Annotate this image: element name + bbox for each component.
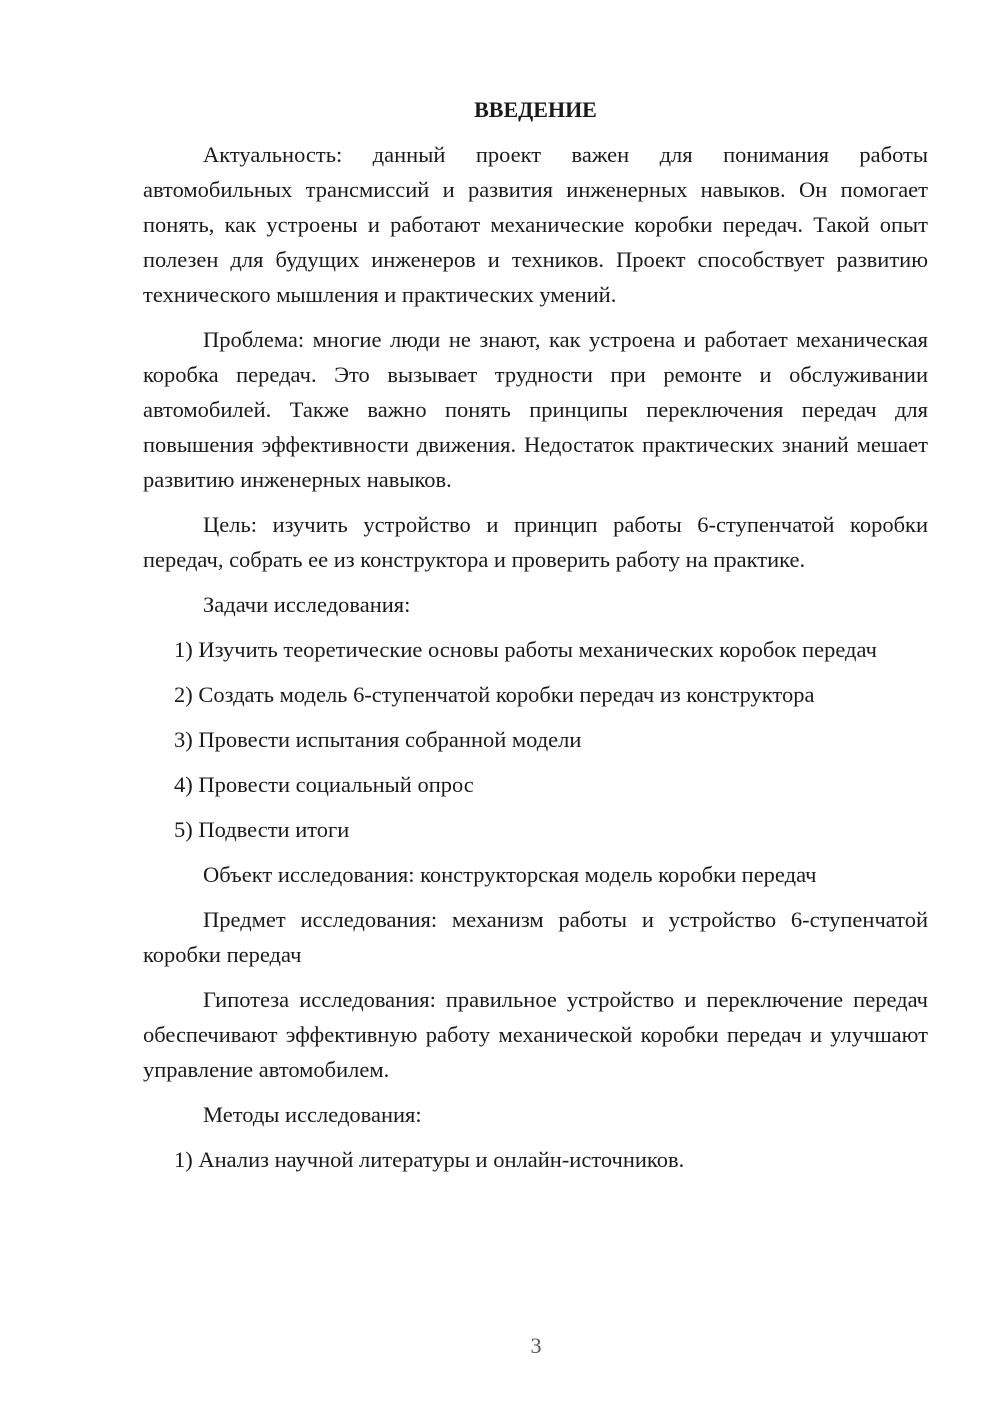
list-item: 2) Создать модель 6-ступенчатой коробки передач из конструктора: [174, 682, 815, 707]
list-item: 1) Изучить теоретические основы работы механических коробок передач: [174, 637, 877, 662]
section-title: ВВЕДЕНИЕ: [474, 97, 597, 122]
list-item: 1) Анализ научной литературы и онлайн-источников.: [174, 1147, 685, 1172]
object-paragraph: Объект исследования: конструкторская модель коробки передач: [203, 862, 817, 887]
hypothesis-paragraph: Гипотеза исследования: правильное устройство и переключение передач обеспечивают эффективную работу механической коробки передач и улучшают управление автомобилем.: [143, 987, 928, 1082]
methods-list: [143, 1142, 928, 1177]
problem-paragraph: Проблема: многие люди не знают, как устроена и работает механическая коробка передач. Это вызывает трудности при ремонте и обслуживании автомобилей. Также важно понять принципы переключения передач для повышения эффективности движения. Недостаток практических знаний мешает развитию инженерных навыков.: [143, 327, 928, 492]
goal-paragraph: Цель: изучить устройство и принцип работы 6-ступенчатой коробки передач, собрать ее из конструктора и проверить работу на практике.: [143, 512, 928, 572]
list-item: 5) Подвести итоги: [174, 817, 350, 842]
tasks-list: [143, 632, 928, 847]
page-number: 3: [530, 1333, 542, 1358]
relevance-paragraph: Актуальность: данный проект важен для понимания работы автомобильных трансмиссий и развития инженерных навыков. Он помогает понять, как устроены и работают механические коробки передач. Такой опыт полезен для будущих инженеров и техников. Проект способствует развитию технического мышления и практических умений.: [143, 142, 928, 307]
tasks-heading: Задачи исследования:: [203, 592, 411, 617]
list-item: 3) Провести испытания собранной модели: [174, 727, 582, 752]
list-item: 4) Провести социальный опрос: [174, 772, 474, 797]
methods-heading: Методы исследования:: [203, 1102, 422, 1127]
subject-paragraph: Предмет исследования: механизм работы и устройство 6-ступенчатой коробки передач: [143, 907, 928, 967]
document-page: [143, 95, 928, 1187]
